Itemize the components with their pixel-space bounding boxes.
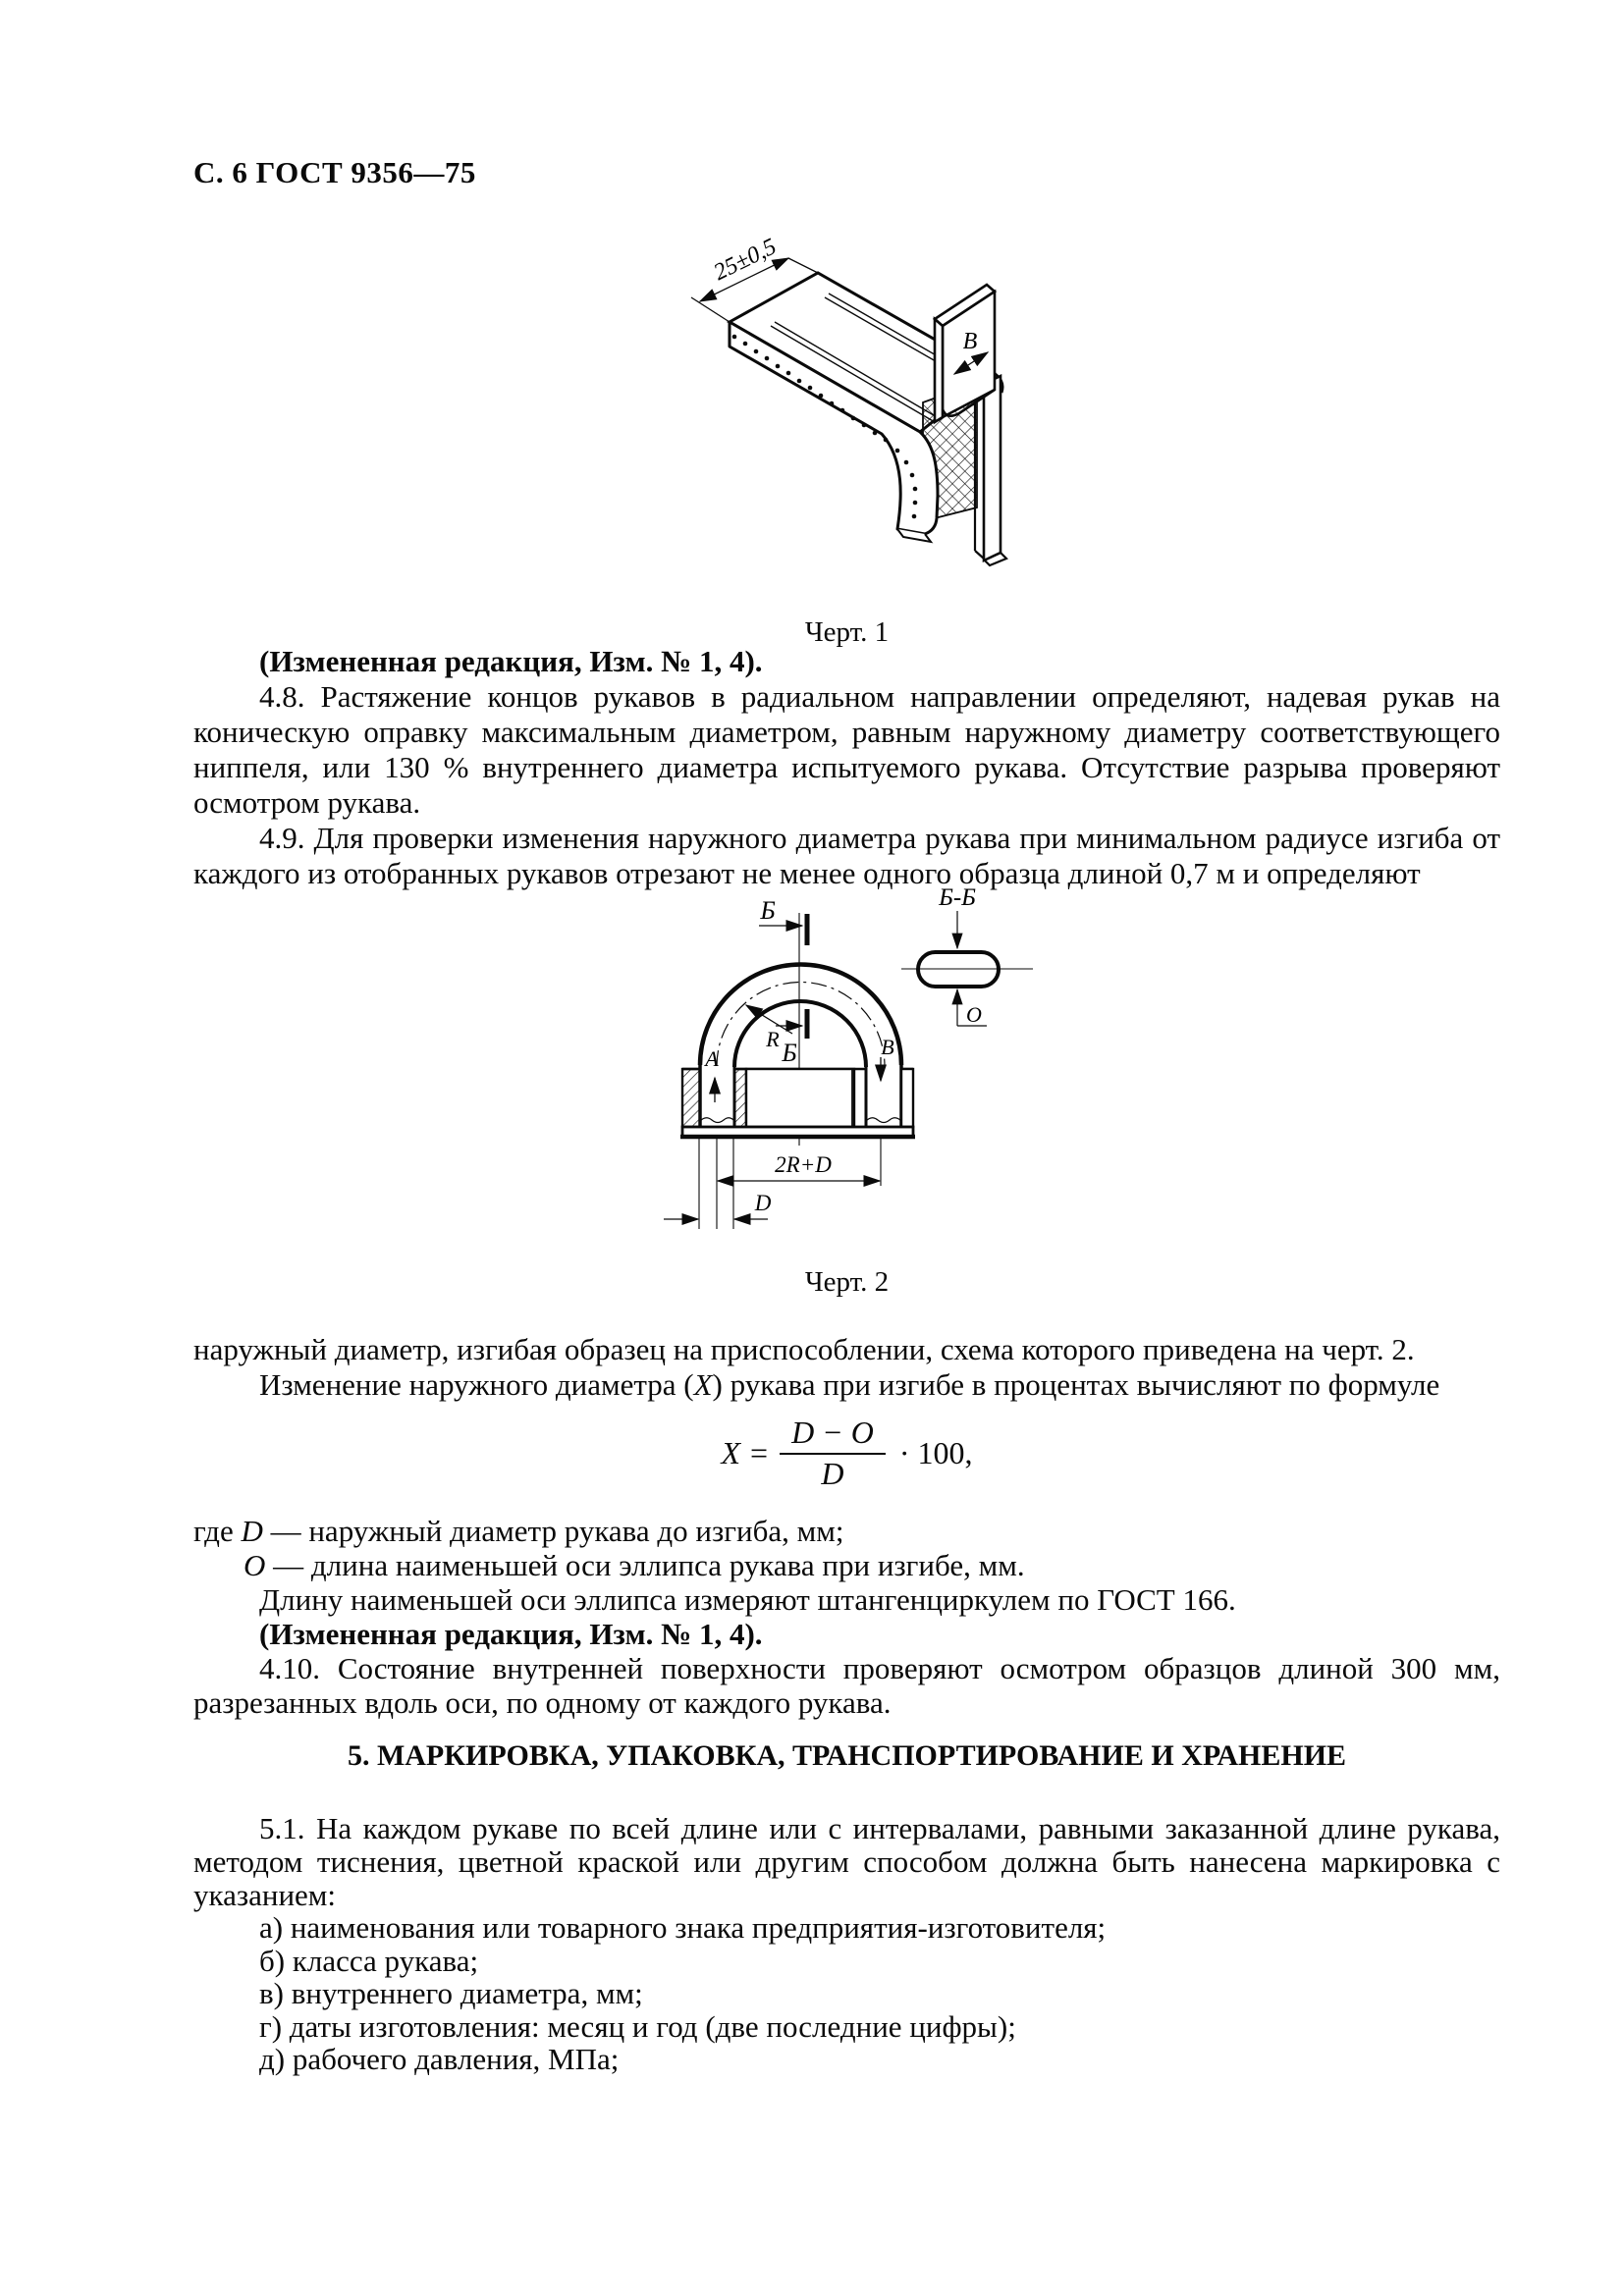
cut-label-top: Б: [760, 896, 776, 925]
where-d-line: [193, 1514, 1500, 1548]
where-d-symbol: D: [241, 1514, 263, 1548]
where-o-symbol: О: [243, 1548, 266, 1582]
section-view-label: Б-Б: [939, 884, 976, 911]
page-header: С. 6 ГОСТ 9356—75: [193, 155, 476, 189]
figure1-drawing: [677, 221, 1031, 574]
mandrel-block: [746, 1069, 854, 1127]
formula-intro-post: ) рукава при изгибе в процентах вычисляют по формуле: [712, 1367, 1440, 1402]
para-4-9-continued: наружный диаметр, изгибая образец на приспособлении, схема которого приведена на черт. 2.: [193, 1332, 1415, 1366]
formula-equals: =: [750, 1435, 769, 1471]
dim-label-d: D: [754, 1191, 772, 1215]
hose-inner-arc: [734, 1001, 866, 1067]
figure2-caption: Черт. 2: [804, 1266, 890, 1298]
formula-multiplier: · 100,: [898, 1435, 973, 1471]
para-4-9: 4.9. Для проверки изменения наружного диаметра рукава при минимальном радиусе изгиба от каждого из отобранных рукавов отрезают не менее одного образца длиной 0,7 м и определяют: [193, 821, 1500, 890]
section5-title: 5. МАРКИРОВКА, УПАКОВКА, ТРАНСПОРТИРОВАНИЕ И ХРАНЕНИЕ: [347, 1739, 1347, 1772]
figure2-drawing: [648, 879, 1060, 1242]
where-word: где: [193, 1514, 234, 1548]
list-item: б) класса рукава;: [259, 1943, 479, 1978]
text-block-b: [193, 1332, 1500, 1403]
marking-list: [193, 1911, 1500, 2076]
left-outer-block: [682, 1069, 700, 1127]
para-caliper: Длину наименьшей оси эллипса измеряют штангенциркулем по ГОСТ 166.: [259, 1582, 1236, 1617]
dim-label-b: В: [962, 329, 978, 354]
dim-extension-line-2: [788, 258, 818, 273]
right-outer-block: [901, 1069, 913, 1127]
hose-center-arc: [717, 983, 885, 1067]
formula-intro-pre: Изменение наружного диаметра (: [259, 1367, 694, 1402]
para-4-10: 4.10. Состояние внутренней поверхности проверяют осмотром образцов длиной 300 мм, разрезанных вдоль оси, по одному от каждого рукава.: [193, 1651, 1500, 1720]
dim-label-25: 25±0,5: [710, 234, 781, 287]
text-block-c: [193, 1514, 1500, 1720]
where-o-text: — длина наименьшей оси эллипса рукава при изгибе, мм.: [273, 1548, 1025, 1582]
formula-intro-line: [193, 1367, 1500, 1403]
formula-lhs: X: [721, 1435, 741, 1471]
where-o-line: [193, 1548, 1500, 1582]
amendment-note-1: (Измененная редакция, Изм. № 1, 4).: [259, 644, 763, 678]
where-d-text: — наружный диаметр рукава до изгиба, мм;: [270, 1514, 844, 1548]
strip-back-leg: [984, 376, 1001, 561]
amendment-note-2: (Измененная редакция, Изм. № 1, 4).: [259, 1617, 763, 1651]
formula-numerator: D − О: [780, 1416, 886, 1455]
left-inner-block: [734, 1069, 746, 1127]
cut-label-bottom: Б: [782, 1039, 797, 1067]
dim-extension-line: [691, 297, 730, 322]
list-item: а) наименования или товарного знака предприятия-изготовителя;: [259, 1910, 1107, 1945]
hose-outer-arc: [700, 965, 901, 1066]
dim-extension-lines: [699, 1137, 881, 1229]
para-5-1: 5.1. На каждом рукаве по всей длине или с интервалами, равными заказанной длине рукава, методом тиснения, цветной краской или другим способом должна быть нанесена маркировка с указанием:: [193, 1811, 1500, 1912]
figure1-caption: Черт. 1: [804, 616, 890, 648]
formula: [193, 1416, 1500, 1490]
formula-fraction: [780, 1416, 886, 1490]
end-label-b: В: [881, 1035, 894, 1059]
end-piece-side-face: [935, 319, 943, 422]
formula-denominator: D: [821, 1455, 844, 1491]
radius-label: R: [766, 1027, 780, 1051]
dim-label-2rd: 2R+D: [775, 1152, 832, 1177]
para-4-8: 4.8. Растяжение концов рукавов в радиальном направлении определяют, надевая рукав на коническую оправку максимальным диаметром, равным наружному диаметру соответствующего ниппеля, или 130 % внутреннего диаметра испытуемого рукава. Отсутствие разрыва проверяют осмотром рукава.: [193, 679, 1500, 820]
text-block-a: [193, 644, 1500, 891]
formula-intro-var: X: [693, 1367, 713, 1402]
minor-axis-label: О: [966, 1002, 982, 1027]
list-item: в) внутреннего диаметра, мм;: [259, 1976, 643, 2010]
end-label-a: А: [705, 1046, 719, 1071]
list-item: г) даты изготовления: месяц и год (две последние цифры);: [259, 2008, 1016, 2044]
list-item: д) рабочего давления, МПа;: [259, 2042, 620, 2076]
